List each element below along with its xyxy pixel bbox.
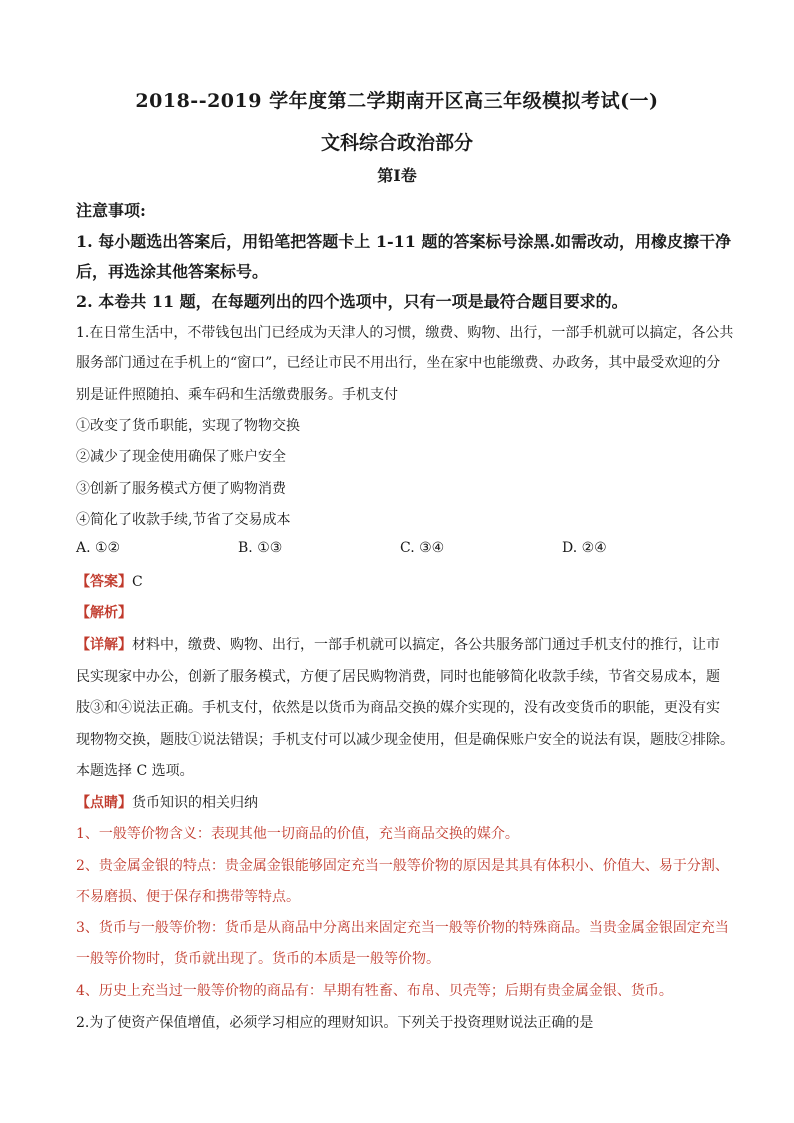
q1-tip-4: 4、历史上充当过一般等价物的商品有：早期有牲畜、布帛、贝壳等；后期有贵金属金银、货币。 — [76, 983, 673, 999]
q1-detail-line-5: 本题选择 C 选项。 — [76, 763, 194, 779]
answer-value: C — [132, 574, 143, 590]
q1-statement-1: ①改变了货币职能，实现了物物交换 — [76, 418, 300, 434]
q1-detail-line-4: 现物物交换，题肢①说法错误；手机支付可以减少现金使用，但是确保账户安全的说法有误，题肢②排除。 — [76, 732, 734, 748]
answer-tag: 【答案】 — [76, 574, 132, 590]
q1-tip-3-line-1: 3、货币与一般等价物：货币是从商品中分离出来固定充当一般等价物的特殊商品。当贵金属金银固定充当 — [76, 920, 729, 936]
q1-detail-line-2: 民实现家中办公，创新了服务模式，方便了居民购物消费，同时也能够简化收款手续，节省交易成本，题 — [76, 669, 720, 685]
q1-statement-4: ④简化了收款手续,节省了交易成本 — [76, 512, 291, 528]
volume-label: 第I卷 — [377, 166, 417, 185]
detail-tag: 【详解】 — [76, 637, 132, 653]
notes-heading: 注意事项: — [76, 201, 146, 220]
detail-text-1: 材料中，缴费、购物、出行，一部手机就可以搞定，各公共服务部门通过手机支付的推行，让市 — [132, 637, 720, 653]
q1-answer-row — [76, 571, 736, 591]
tip-tag: 【点睛】 — [76, 795, 132, 811]
q1-detail-line-3: 肢③和④说法正确。手机支付，依然是以货币为商品交换的媒介实现的，没有改变货币的职能，更没有实 — [76, 700, 720, 716]
notes-item-1-line-1: 1. 每小题选出答案后，用铅笔把答题卡上 1-11 题的答案标号涂黑.如需改动，用橡皮擦干净 — [76, 232, 732, 251]
q1-stem-line-3: 别是证件照随拍、乘车码和生活缴费服务。手机支付 — [76, 387, 398, 403]
q1-tip-2-line-2: 不易磨损、便于保存和携带等特点。 — [76, 889, 300, 905]
analysis-tag: 【解析】 — [76, 605, 132, 621]
q1-tip-2-line-1: 2、贵金属金银的特点：贵金属金银能够固定充当一般等价物的原因是其具有体积小、价值大、易于分割、 — [76, 858, 729, 874]
tip-title: 货币知识的相关归纳 — [132, 795, 258, 811]
exam-subtitle: 文科综合政治部分 — [320, 132, 473, 154]
q1-stem-line-1: 1.在日常生活中，不带钱包出门已经成为天津人的习惯，缴费、购物、出行，一部手机就可以搞定，各公共 — [76, 325, 734, 341]
q1-option-d: D. ②④ — [562, 540, 607, 556]
q1-option-a: A. ①② — [76, 540, 121, 556]
q1-option-c: C. ③④ — [400, 540, 445, 556]
q2-stem-line-1: 2.为了使资产保值增值，必须学习相应的理财知识。下列关于投资理财说法正确的是 — [76, 1015, 594, 1031]
q1-detail-line-1 — [76, 634, 736, 654]
q1-tip-1: 1、一般等价物含义：表现其他一切商品的价值，充当商品交换的媒介。 — [76, 826, 519, 842]
q1-analysis-row — [76, 602, 736, 622]
q1-statement-3: ③创新了服务模式方便了购物消费 — [76, 481, 286, 497]
q1-tip-3-line-2: 一般等价物时，货币就出现了。货币的本质是一般等价物。 — [76, 951, 440, 967]
q1-tip-heading — [76, 792, 736, 812]
notes-item-1-line-2: 后，再选涂其他答案标号。 — [76, 262, 269, 281]
exam-title: 2018--2019 学年度第二学期南开区高三年级模拟考试(一) — [135, 90, 659, 112]
q1-statement-2: ②减少了现金使用确保了账户安全 — [76, 449, 286, 465]
q1-stem-line-2: 服务部门通过在手机上的“窗口”，已经让市民不用出行，坐在家中也能缴费、办政务，其中最受欢迎的分 — [76, 355, 721, 371]
q1-option-b: B. ①③ — [238, 540, 283, 556]
notes-item-2: 2. 本卷共 11 题，在每题列出的四个选项中，只有一项是最符合题目要求的。 — [76, 292, 628, 311]
